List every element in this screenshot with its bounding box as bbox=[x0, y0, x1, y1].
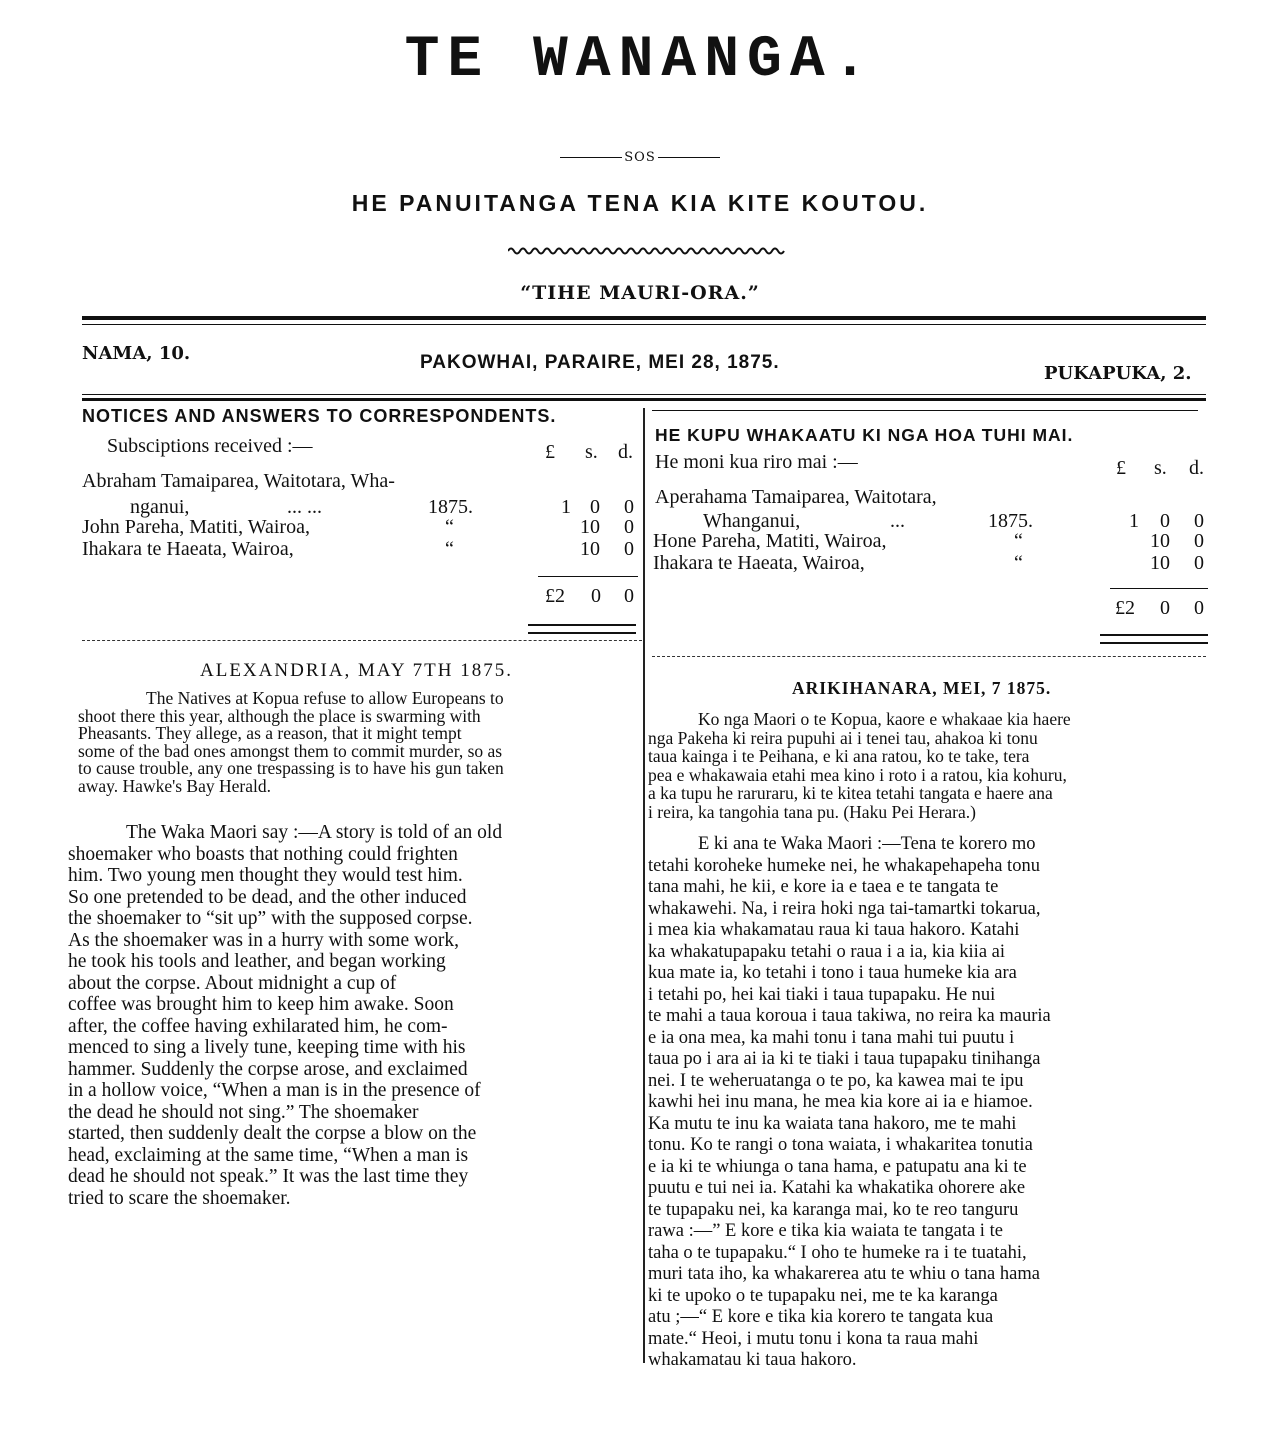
text-line: about the corpse. About midnight a cup of bbox=[68, 972, 397, 994]
text-line: ki te upoko o te tupapaku nei, me te ka karanga bbox=[648, 1285, 998, 1306]
text-line: after, the coffee having exhilarated him, he com- bbox=[68, 1015, 448, 1037]
text-line: nei. I te weheruatanga o te po, ka kawea mai te ipu bbox=[648, 1070, 1024, 1091]
text-line: in a hollow voice, “When a man is in the presence of bbox=[68, 1080, 481, 1101]
text-line: mate.“ Heoi, i mutu tonu i kona ta raua mahi bbox=[648, 1328, 979, 1349]
total-rule-en bbox=[538, 576, 638, 577]
text-line: i reira, ka tangohia tana pu. (Haku Pei Herara.) bbox=[648, 801, 976, 822]
text-line: away. Hawke's Bay Herald. bbox=[78, 775, 271, 796]
section-dash-en bbox=[82, 640, 642, 641]
sub-row-1-mi bbox=[655, 486, 937, 509]
total-double-rule-mi bbox=[1100, 634, 1208, 644]
motto: “TIHE MAURI-ORA.” bbox=[520, 282, 760, 304]
text-line: rawa :—” E kore e tika kia waiata te tangata i te bbox=[648, 1221, 1003, 1241]
sub-name: John Pareha, Matiti, Wairoa, bbox=[82, 516, 310, 538]
total-s: 0 bbox=[591, 585, 601, 607]
text-line: shoot there this year, although the place is swarming with bbox=[78, 705, 481, 726]
notices-heading-en: NOTICES AND ANSWERS TO CORRESPONDENTS. bbox=[82, 406, 557, 426]
subs-label-mi: He moni kua riro mai :— bbox=[655, 451, 858, 473]
sub-dots: ... ... bbox=[287, 496, 322, 518]
top-rule-thick bbox=[82, 316, 1206, 320]
text-line: atu ;—“ E kore e tika kia korero te tangata kua bbox=[648, 1307, 994, 1327]
text-line: pea e whakawaia etahi mea kino i roto i a ratou, kia kohuru, bbox=[648, 764, 1067, 785]
col-d: d. bbox=[1189, 457, 1204, 479]
sub-d: 0 bbox=[1194, 552, 1204, 574]
wavy-ornament bbox=[508, 246, 786, 256]
col-s: s. bbox=[585, 441, 598, 463]
sub-pound: 1 bbox=[561, 496, 571, 518]
issue-rule-bottom-thick bbox=[82, 398, 1206, 401]
text-line: Ko nga Maori o te Kopua, kaore e whakaae kia haere bbox=[698, 709, 1071, 729]
sub-ditto: “ bbox=[445, 538, 454, 560]
sub-d: 0 bbox=[1194, 530, 1204, 552]
sub-s: 0 bbox=[1160, 510, 1170, 532]
sub-name: Aperahama Tamaiparea, Waitotara, bbox=[655, 486, 937, 508]
divider-rule-left bbox=[560, 157, 622, 158]
text-line: The Waka Maori say :—A story is told of an old bbox=[126, 822, 503, 843]
text-line: Ka mutu te inu ka waiata tana hakoro, me te mahi bbox=[648, 1113, 1017, 1134]
text-line: menced to sing a lively tune, keeping time with his bbox=[68, 1037, 466, 1058]
text-line: the shoemaker to “sit up” with the supposed corpse. bbox=[68, 908, 473, 929]
text-line: hammer. Suddenly the corpse arose, and exclaimed bbox=[68, 1058, 468, 1080]
article-arikihanara-body bbox=[648, 710, 1071, 821]
sub-s: 10 bbox=[580, 516, 600, 538]
text-line: he took his tools and leather, and began working bbox=[68, 951, 446, 972]
issue-number: NAMA, 10. bbox=[82, 343, 191, 364]
sub-year: 1875. bbox=[428, 496, 473, 518]
text-line: tonu. Ko te rangi o tona waiata, i whakaritea tonutia bbox=[648, 1135, 1033, 1155]
ornamental-divider bbox=[0, 150, 1280, 165]
text-line: kawhi hei inu mana, he mea kia kore ai ia e hiamoe. bbox=[648, 1092, 1033, 1112]
total-d: 0 bbox=[624, 585, 634, 607]
subtitle: HE PANUITANGA TENA KIA KITE KOUTOU. bbox=[351, 190, 929, 216]
total-s: 0 bbox=[1160, 597, 1170, 619]
text-line: The Natives at Kopua refuse to allow Europeans to bbox=[146, 688, 504, 708]
sub-name: Hone Pareha, Matiti, Wairoa, bbox=[653, 530, 887, 552]
text-line: some of the bad ones amongst them to commit murder, so as bbox=[78, 740, 503, 761]
text-line: ka whakatupapaku tetahi o raua i a ia, kia kiia ai bbox=[648, 941, 1006, 962]
text-line: him. Two young men thought they would test him. bbox=[68, 865, 463, 886]
sub-d: 0 bbox=[624, 516, 634, 538]
sub-ditto: “ bbox=[1014, 530, 1023, 552]
article-humeke-body bbox=[648, 834, 1051, 1372]
column-divider bbox=[643, 408, 645, 1363]
top-rule-thin bbox=[82, 324, 1206, 325]
sub-name: Abraham Tamaiparea, Waitotara, Wha- bbox=[82, 470, 395, 492]
sub-s: 10 bbox=[580, 538, 600, 560]
issue-dateline: PAKOWHAI, PARAIRE, MEI 28, 1875. bbox=[420, 352, 780, 373]
col-d: d. bbox=[618, 441, 633, 463]
sub-name: Whanganui, bbox=[703, 510, 801, 532]
text-line: te tupapaku nei, ka karanga mai, ko te reo tanguru bbox=[648, 1199, 1019, 1220]
divider-rule-right bbox=[658, 157, 720, 158]
sub-name: Ihakara te Haeata, Wairoa, bbox=[82, 538, 294, 560]
article-alexandria-body bbox=[78, 690, 504, 795]
sub-row-1-en bbox=[82, 470, 395, 493]
text-line: head, exclaiming at the same time, “When a man is bbox=[68, 1144, 469, 1166]
sub-s: 10 bbox=[1150, 530, 1170, 552]
text-line: tana mahi, he kii, e kore ia e taea e te tangata te bbox=[648, 877, 999, 897]
text-line: E ki ana te Waka Maori :—Tena te korero mo bbox=[698, 834, 1036, 854]
right-top-rule bbox=[652, 410, 1198, 411]
text-line: taua kainga i te Peihana, e ki ana ratou, ko te take, tera bbox=[648, 746, 1030, 766]
text-line: the dead he should not sing.” The shoemaker bbox=[68, 1101, 419, 1123]
total-rule-mi bbox=[1110, 588, 1208, 589]
col-s: s. bbox=[1154, 457, 1167, 479]
text-line: e ia ona mea, ka mahi tonu i tana mahi tui puutu i bbox=[648, 1027, 1015, 1048]
text-line: started, then suddenly dealt the corpse a blow on the bbox=[68, 1123, 477, 1144]
sub-d: 0 bbox=[1194, 510, 1204, 532]
sub-dots: ... bbox=[890, 510, 905, 532]
sub-ditto: “ bbox=[445, 516, 454, 538]
subs-label-en: Subsciptions received :— bbox=[107, 435, 313, 457]
text-line: tried to scare the shoemaker. bbox=[68, 1187, 291, 1209]
sub-s: 0 bbox=[590, 496, 600, 518]
text-line: shoemaker who boasts that nothing could frighten bbox=[68, 843, 458, 865]
text-line: a ka tupu he raruraru, ki te kitea tetahi tangata e haere ana bbox=[648, 783, 1053, 803]
issue-page: PUKAPUKA, 2. bbox=[1044, 363, 1192, 384]
sub-pound: 1 bbox=[1129, 510, 1139, 532]
total-pound: £2 bbox=[1115, 597, 1135, 619]
sub-d: 0 bbox=[624, 496, 634, 518]
text-line: dead he should not speak.” It was the last time they bbox=[68, 1166, 469, 1187]
text-line: muri tata iho, ka whakarerea atu te whiu o tana hama bbox=[648, 1264, 1040, 1284]
divider-text: SOS bbox=[624, 150, 656, 165]
text-line: tetahi koroheke humeke nei, he whakapehapeha tonu bbox=[648, 855, 1040, 876]
sub-s: 10 bbox=[1150, 552, 1170, 574]
article-heading-alexandria: ALEXANDRIA, MAY 7TH 1875. bbox=[200, 660, 514, 681]
text-line: kua mate ia, ko tetahi i tono i taua humeke kia ara bbox=[648, 963, 1017, 983]
text-line: whakamatau ki taua hakoro. bbox=[648, 1350, 857, 1370]
text-line: whakawehi. Na, i reira hoki nga tai-tamartki tokarua, bbox=[648, 898, 1041, 919]
text-line: to cause trouble, any one trespassing is to have his gun taken bbox=[78, 758, 504, 778]
text-line: As the shoemaker was in a hurry with some work, bbox=[68, 929, 459, 951]
sub-d: 0 bbox=[624, 538, 634, 560]
text-line: coffee was brought him to keep him awake. Soon bbox=[68, 994, 454, 1015]
masthead-title: TE WANANGA. bbox=[404, 28, 876, 93]
text-line: So one pretended to be dead, and the other induced bbox=[68, 886, 467, 908]
col-pound: £ bbox=[545, 441, 555, 463]
article-heading-arikihanara: ARIKIHANARA, MEI, 7 1875. bbox=[792, 678, 1052, 698]
text-line: te mahi a taua koroua i taua takiwa, no reira ka mauria bbox=[648, 1006, 1051, 1026]
text-line: e ia ki te whiunga o tana hama, e patupatu ana ki te bbox=[648, 1156, 1027, 1177]
sub-name: Ihakara te Haeata, Wairoa, bbox=[653, 552, 865, 574]
text-line: taua po i ara ai ia ki te tiaki i taua tupapaku tinihanga bbox=[648, 1049, 1041, 1069]
section-dash-mi bbox=[652, 656, 1206, 657]
sub-name: nganui, bbox=[130, 496, 190, 518]
total-double-rule-en bbox=[528, 624, 636, 634]
text-line: i mea kia whakamatau raua ki taua hakoro. Katahi bbox=[648, 920, 1020, 940]
sub-year: 1875. bbox=[988, 510, 1033, 532]
text-line: puutu e tui nei ia. Katahi ka whakatika ohorere ake bbox=[648, 1178, 1026, 1198]
total-d: 0 bbox=[1194, 597, 1204, 619]
col-pound: £ bbox=[1116, 457, 1126, 479]
total-pound: £2 bbox=[545, 585, 565, 607]
text-line: i tetahi po, hei kai tiaki i taua tupapaku. He nui bbox=[648, 984, 996, 1005]
notices-heading-mi: HE KUPU WHAKAATU KI NGA HOA TUHI MAI. bbox=[655, 425, 1074, 445]
text-line: Pheasants. They allege, as a reason, that it might tempt bbox=[78, 723, 462, 743]
text-line: taha o te tupapaku.“ I oho te humeke ra i te tuatahi, bbox=[648, 1242, 1027, 1263]
sub-ditto: “ bbox=[1014, 552, 1023, 574]
text-line: nga Pakeha ki reira pupuhi ai i tenei tau, ahakoa ki tonu bbox=[648, 727, 1038, 748]
article-shoemaker-body bbox=[68, 822, 502, 1209]
issue-rule-bottom-thin bbox=[82, 394, 1206, 395]
